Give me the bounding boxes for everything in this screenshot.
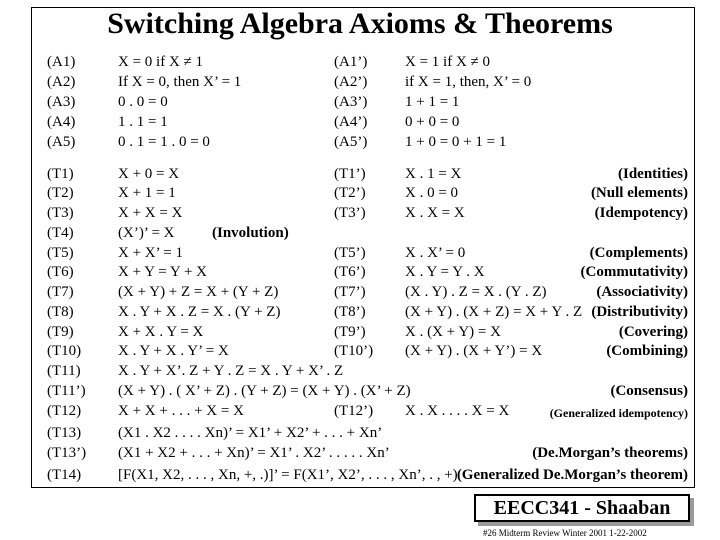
axiom-dual-id: (A4’) [334, 114, 368, 130]
theorem-text: (X1 . X2 . . . . Xn)’ = X1’ + X2’ + . . . + Xn’ [118, 425, 383, 441]
theorem-dual-text: X . X’ = 0 [405, 245, 466, 261]
theorem-id: (T7) [47, 284, 74, 300]
theorem-dual-id: (T5’) [334, 245, 366, 261]
axiom-dual-id: (A5’) [334, 134, 368, 150]
theorem-dual-id: (T10’) [334, 343, 374, 359]
theorem-text: (X1 + X2 + . . . + Xn)’ = X1’ . X2’ . . . . . Xn’ [118, 445, 390, 461]
theorem-dual-text: (X + Y) . (X + Z) = X + Y . Z [405, 304, 583, 320]
theorem-dual-id: (T3’) [334, 205, 366, 221]
theorem-name-label: (Commutativity) [580, 264, 688, 280]
theorem-text: (X’)’ = X [118, 225, 175, 241]
axiom-id: (A1) [47, 54, 76, 70]
theorem-dual-id: (T9’) [334, 324, 366, 340]
theorem-dual-id: (T7’) [334, 284, 366, 300]
axiom-dual-id: (A2’) [334, 74, 368, 90]
axiom-dual-id: (A1’) [334, 54, 368, 70]
theorem-id: (T3) [47, 205, 74, 221]
theorem-text: X . Y + X’. Z + Y . Z = X . Y + X’ . Z [118, 363, 344, 379]
theorem-dual-text: X . X = X [405, 205, 465, 221]
axiom-dual-text: 1 + 0 = 0 + 1 = 1 [405, 134, 507, 150]
slide-title: Switching Algebra Axioms & Theorems [107, 7, 613, 40]
theorem-name-label: (Idempotency) [594, 205, 688, 221]
theorem-name-label: (Complements) [589, 245, 688, 261]
theorem-dual-text: (X + Y) . (X + Y’) = X [405, 343, 543, 359]
theorem-id: (T5) [47, 245, 74, 261]
axiom-id: (A5) [47, 134, 76, 150]
theorem-name-label: (Combining) [606, 343, 688, 359]
theorem-text: X . Y + X . Z = X . (Y + Z) [118, 304, 281, 320]
theorem-id: (T11) [47, 363, 81, 379]
theorem-dual-text: (X . Y) . Z = X . (Y . Z) [405, 284, 547, 300]
theorem-text: (X + Y) + Z = X + (Y + Z) [118, 284, 279, 300]
theorem-dual-text: X . 1 = X [405, 166, 462, 182]
theorem-dual-text: X . X . . . . X = X [405, 403, 510, 419]
theorem-name-label: (Generalized idempotency) [549, 406, 688, 420]
theorem-text: (X + Y) . ( X’ + Z) . (Y + Z) = (X + Y) . (X’ + Z) [118, 383, 411, 399]
axiom-id: (A3) [47, 94, 76, 110]
theorem-dual-text: X . Y = Y . X [405, 264, 485, 280]
theorem-name-label: (Null elements) [590, 185, 688, 201]
theorem-name-label: (De.Morgan’s theorems) [532, 445, 688, 461]
theorem-text: X + 1 = 1 [118, 185, 176, 201]
axiom-text: 0 . 0 = 0 [118, 94, 168, 110]
axiom-text: If X = 0, then X’ = 1 [118, 74, 242, 90]
theorem-id: (T4) [47, 225, 74, 241]
theorem-id: (T13’) [47, 445, 87, 461]
axiom-dual-text: 0 + 0 = 0 [405, 114, 460, 130]
axiom-dual-id: (A3’) [334, 94, 368, 110]
theorem-name-label: (Covering) [618, 324, 688, 340]
theorem-dual-id: (T12’) [334, 403, 374, 419]
axiom-dual-text: X = 1 if X ≠ 0 [405, 54, 491, 70]
theorem-id: (T10) [47, 343, 82, 359]
theorem-name-label: (Identities) [618, 166, 688, 182]
axiom-text: 0 . 1 = 1 . 0 = 0 [118, 134, 210, 150]
theorem-dual-id: (T8’) [334, 304, 366, 320]
theorem-text: X + 0 = X [118, 166, 180, 182]
theorem-name-label: (Consensus) [610, 383, 688, 399]
theorem-id: (T11’) [47, 383, 86, 399]
theorem-text: X + X’ = 1 [118, 245, 183, 261]
theorem-name-label: (Involution) [212, 225, 289, 241]
theorem-text: X + X = X [118, 205, 183, 221]
theorem-dual-text: X . (X + Y) = X [405, 324, 501, 340]
theorem-dual-id: (T2’) [334, 185, 366, 201]
theorem-dual-id: (T6’) [334, 264, 366, 280]
theorem-name-label: (Associativity) [596, 284, 688, 300]
theorem-text: X + Y = Y + X [118, 264, 207, 280]
theorem-dual-id: (T1’) [334, 166, 366, 182]
theorem-id: (T1) [47, 166, 74, 182]
axiom-text: X = 0 if X ≠ 1 [118, 54, 204, 70]
theorem-text: X + X . Y = X [118, 324, 204, 340]
theorem-text: X + X + . . . + X = X [118, 403, 244, 419]
axiom-id: (A4) [47, 114, 76, 130]
theorem-dual-text: X . 0 = 0 [405, 185, 459, 201]
theorem-id: (T6) [47, 264, 74, 280]
theorem-text: X . Y + X . Y’ = X [118, 343, 229, 359]
theorem-name-label: (Generalized De.Morgan’s theorem) [456, 467, 688, 483]
theorem-id: (T12) [47, 403, 82, 419]
theorem-id: (T14) [47, 467, 82, 483]
theorem-id: (T9) [47, 324, 74, 340]
footer-caption: #26 Midterm Review Winter 2001 1-22-2002 [483, 528, 647, 538]
theorem-name-label: (Distributivity) [591, 304, 688, 320]
axiom-dual-text: 1 + 1 = 1 [405, 94, 460, 110]
axiom-text: 1 . 1 = 1 [118, 114, 168, 130]
course-badge: EECC341 - Shaaban [474, 494, 690, 522]
theorem-id: (T8) [47, 304, 74, 320]
axiom-dual-text: if X = 1, then, X’ = 0 [405, 74, 532, 90]
axiom-id: (A2) [47, 74, 76, 90]
theorem-id: (T13) [47, 425, 82, 441]
theorem-id: (T2) [47, 185, 74, 201]
theorem-text: [F(X1, X2, . . . , Xn, +, .)]’ = F(X1’, X2’, . . . , Xn’, . , +) [118, 467, 458, 483]
